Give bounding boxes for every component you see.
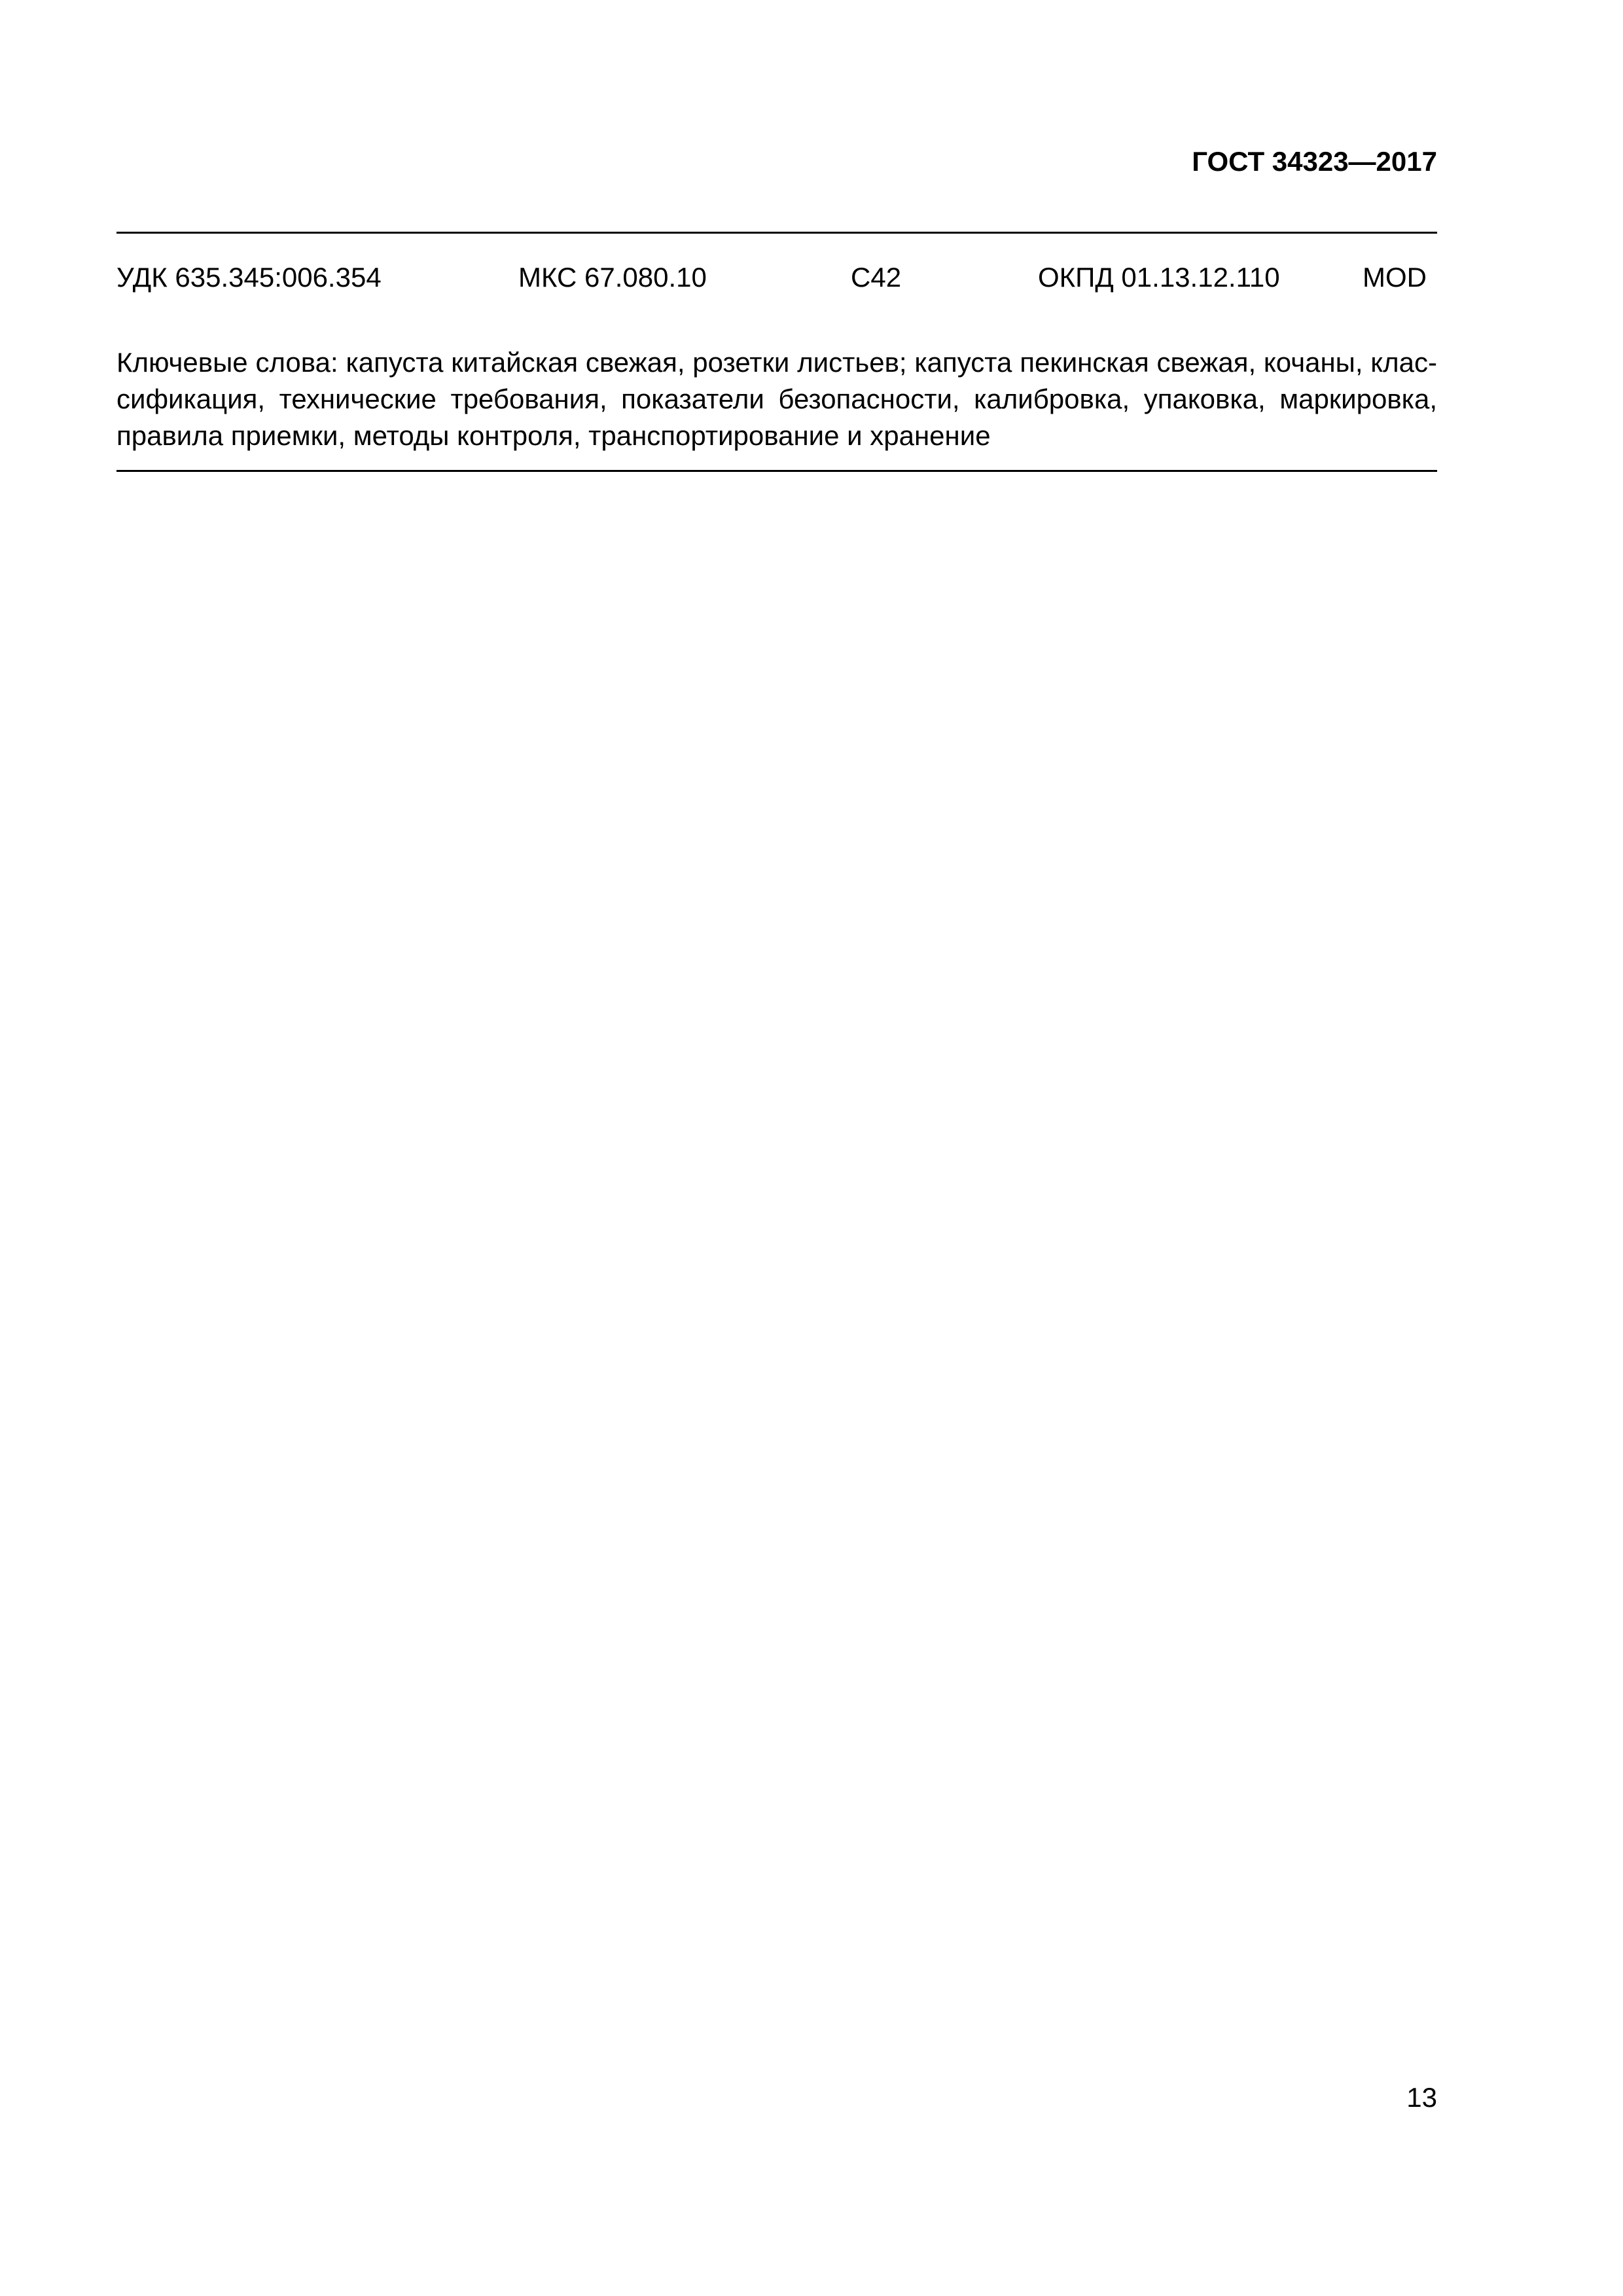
udc-code: УДК 635.345:006.354 [116,262,382,293]
okpd-code: ОКПД 01.13.12.110 [1038,262,1280,293]
page-number: 13 [1406,2082,1437,2113]
category-code: С42 [851,262,902,293]
bottom-divider [116,470,1437,472]
mks-code: МКС 67.080.10 [518,262,707,293]
harmonization-degree: MOD [1363,262,1427,293]
keywords-paragraph: Ключевые слова: капуста китайская свежая, розетки листьев; капуста пекинская свежая, кочаны, клас-сификация, технические требования, показатели безопасности, калибровка, упаковка, маркировка, правила приемки, методы контроля, транспортирование и хранение [116,347,1437,451]
classification-row [116,259,1437,296]
document-code: ГОСТ 34323—2017 [1192,146,1437,177]
top-divider [116,232,1437,234]
